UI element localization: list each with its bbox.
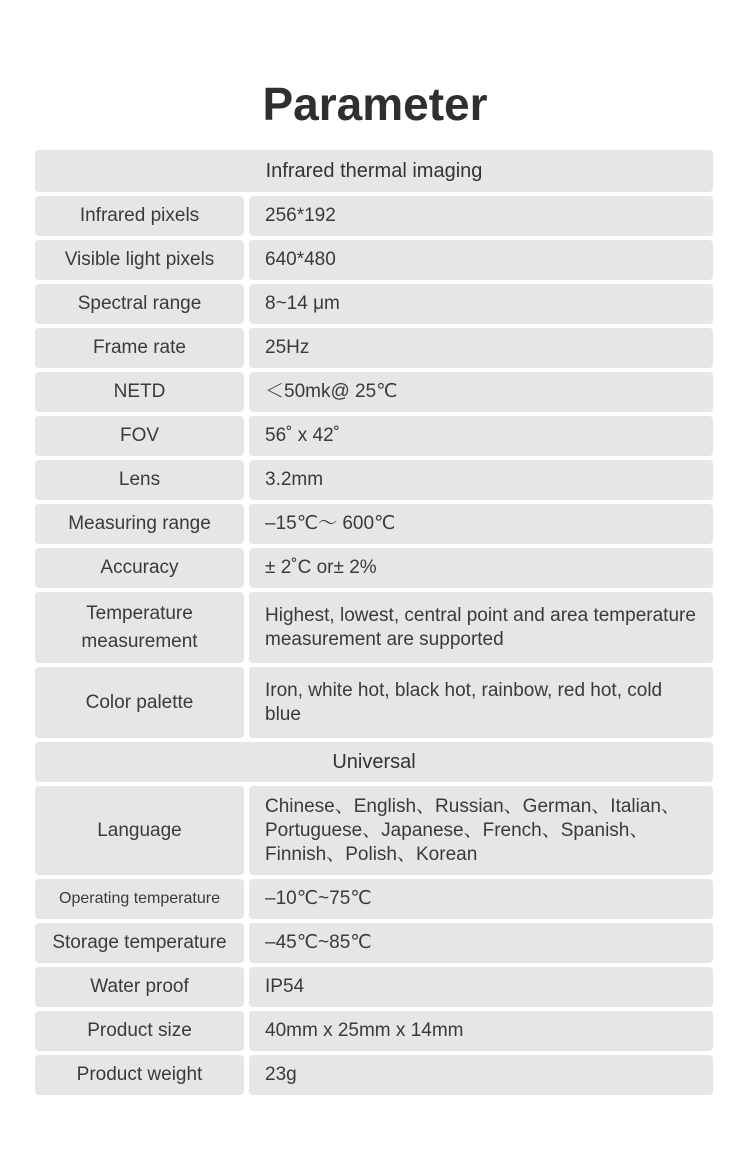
- row-value: 23g: [249, 1055, 713, 1095]
- row-value: 8~14 μm: [249, 284, 713, 324]
- table-row: [35, 460, 713, 500]
- row-value: 256*192: [249, 196, 713, 236]
- row-value: 640*480: [249, 240, 713, 280]
- row-label: Language: [35, 786, 244, 875]
- row-value: Iron, white hot, black hot, rainbow, red hot, cold blue: [249, 667, 713, 738]
- row-value: Highest, lowest, central point and area temperature measurement are supported: [249, 592, 713, 663]
- table-row: [35, 1011, 713, 1051]
- table-row: [35, 879, 713, 919]
- row-label: Accuracy: [35, 548, 244, 588]
- row-label: Measuring range: [35, 504, 244, 544]
- table-row: [35, 1055, 713, 1095]
- row-label: FOV: [35, 416, 244, 456]
- row-label: Temperature measurement: [35, 592, 244, 663]
- row-value: Chinese、English、Russian、German、Italian、Portuguese、Japanese、French、Spanish、Finnish、Polish、Korean: [249, 786, 713, 875]
- row-label: Color palette: [35, 667, 244, 738]
- row-value: –15℃～ 600℃: [249, 504, 713, 544]
- table-row: [35, 504, 713, 544]
- row-label: Product weight: [35, 1055, 244, 1095]
- row-value: 40mm x 25mm x 14mm: [249, 1011, 713, 1051]
- row-value: –10℃~75℃: [249, 879, 713, 919]
- table-row: [35, 196, 713, 236]
- table-row: [35, 284, 713, 324]
- table-row: [35, 416, 713, 456]
- table-row: [35, 240, 713, 280]
- section-header-infrared: Infrared thermal imaging: [35, 150, 713, 192]
- table-row: [35, 328, 713, 368]
- row-value: 3.2mm: [249, 460, 713, 500]
- row-label: Storage temperature: [35, 923, 244, 963]
- parameter-table: [35, 150, 713, 1099]
- table-row: [35, 786, 713, 875]
- row-value: 56˚ x 42˚: [249, 416, 713, 456]
- table-row: [35, 372, 713, 412]
- row-label: Operating temperature: [35, 879, 244, 919]
- row-label: Infrared pixels: [35, 196, 244, 236]
- row-value: 25Hz: [249, 328, 713, 368]
- row-value: IP54: [249, 967, 713, 1007]
- page-title: Parameter: [262, 78, 488, 130]
- row-value: ＜50mk@ 25℃: [249, 372, 713, 412]
- row-value: –45℃~85℃: [249, 923, 713, 963]
- row-label: Water proof: [35, 967, 244, 1007]
- row-value: ± 2˚C or± 2%: [249, 548, 713, 588]
- table-row: [35, 923, 713, 963]
- section-header-universal: Universal: [35, 742, 713, 782]
- table-row: [35, 967, 713, 1007]
- table-row: [35, 667, 713, 738]
- table-row: [35, 548, 713, 588]
- row-label: Spectral range: [35, 284, 244, 324]
- row-label: Visible light pixels: [35, 240, 244, 280]
- row-label: Frame rate: [35, 328, 244, 368]
- row-label: Product size: [35, 1011, 244, 1051]
- table-row: [35, 592, 713, 663]
- row-label: NETD: [35, 372, 244, 412]
- row-label: Lens: [35, 460, 244, 500]
